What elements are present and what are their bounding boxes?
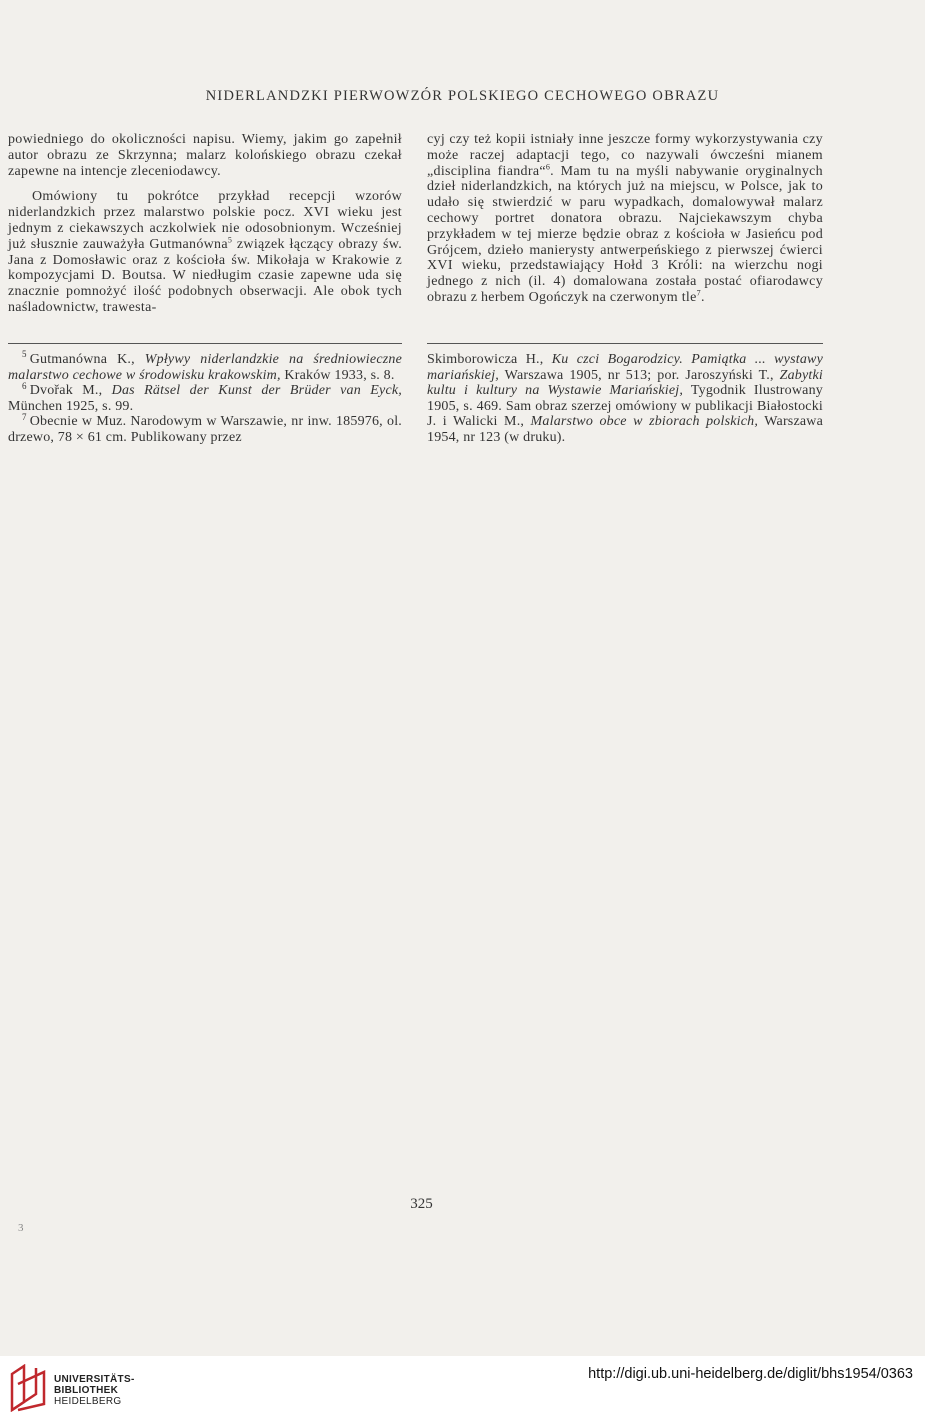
source-url-link[interactable]: http://digi.ub.uni-heidelberg.de/diglit/bhs1954/0363: [588, 1366, 913, 1382]
footnote-divider: [8, 343, 402, 344]
footnote: $^5$ Gutmanówna K., Wpływy niderlandzkie na średniowieczne malarstwo cechowe w środowisku krakowskim, Kraków 1933, s. 8.: [8, 349, 402, 383]
footnotes-left: [8, 349, 402, 446]
paragraph: Omówiony tu pokrótce przykład recepcji wzorów niderlandzkich przez malarstwo polskie pocz. XVI wieku jest jednym z ciekawszych aczkolwiek nie odosobnionym. Wcześniej już słusznie zauważyła Gutmanówna$^5$ związek łączący obrazy św. Jana z Domosławic oraz z kościoła św. Mikołaja w Krakowie z kompozycjami D. Boutsa. W niedługim czasie zapewne uda się znacznie pomnożyć ilość podobnych obserwacji. Ale obok tych naśladownictw, trawesta-: [8, 189, 402, 315]
margin-mark: 3: [18, 1222, 24, 1234]
footnote: $^6$ Dvořak M., Das Rätsel der Kunst der Brüder van Eyck, München 1925, s. 99.: [8, 380, 402, 414]
running-header: NIDERLANDZKI PIERWOWZÓR POLSKIEGO CECHOWEGO OBRAZU: [205, 88, 720, 104]
body-column-right: [427, 132, 823, 306]
body-column-left: [8, 132, 402, 316]
institution-name: UNIVERSITÄTS- BIBLIOTHEK HEIDELBERG: [54, 1374, 135, 1407]
footnote-ref[interactable]: 7: [696, 288, 701, 298]
paragraph: cyj czy też kopii istniały inne jeszcze formy wykorzystywania czy może raczej adaptacji tego, co nazywali ówcześni mianem „disciplina fiandra“$^6$. Mam tu na myśli nabywanie oryginalnych dzieł niderlandzkich, na których już na miejscu, w Polsce, jak to udało się stwierdzić w paru wypadkach, domalowywał malarz cechowy portret donatora obrazu. Najciekawszym chyba przykładem w tej mierze będzie obraz z kościoła w Jasieńcu pod Grójcem, dzieło manierysty antwerpeńskiego z pierwszej ćwierci XVI wieku, przedstawiający Hołd 3 Króli: na wierzchu nogi jednego z nich (il. 4) domalowana została postać ofiarodawcy obrazu z herbem Ogończyk na czerwonym tle$^7$.: [427, 132, 823, 305]
footnotes-right: [427, 352, 823, 446]
library-logo-icon[interactable]: [10, 1364, 46, 1412]
digitization-footer: [0, 1356, 925, 1420]
footnote: $^7$ Obecnie w Muz. Narodowym w Warszawie, nr inw. 185976, ol. drzewo, 78 × 61 cm. Publikowany przez: [8, 411, 402, 445]
footnote-ref[interactable]: 6: [545, 161, 551, 171]
page-number: 325: [410, 1196, 433, 1212]
footnote-continued: Skimborowicza H., Ku czci Bogarodzicy. Pamiątka ... wystawy mariańskiej, Warszawa 1905, nr 513; por. Jaroszyński T., Zabytki kultu i kultury na Wystawie Mariańskiej, Tygodnik Ilustrowany 1905, s. 469. Sam obraz szerzej omówiony w publikacji Białostocki J. i Walicki M., Malarstwo obce w zbiorach polskich, Warszawa 1954, nr 123 (w druku).: [427, 352, 824, 445]
footnote-divider: [427, 343, 823, 344]
paragraph: powiedniego do okoliczności napisu. Wiemy, jakim go zapełnił autor obrazu ze Skrzynna; malarz kolońskiego obrazu czekał zapewne na intencje zleceniodawcy.: [8, 132, 402, 179]
footnote-ref[interactable]: 5: [227, 235, 233, 245]
